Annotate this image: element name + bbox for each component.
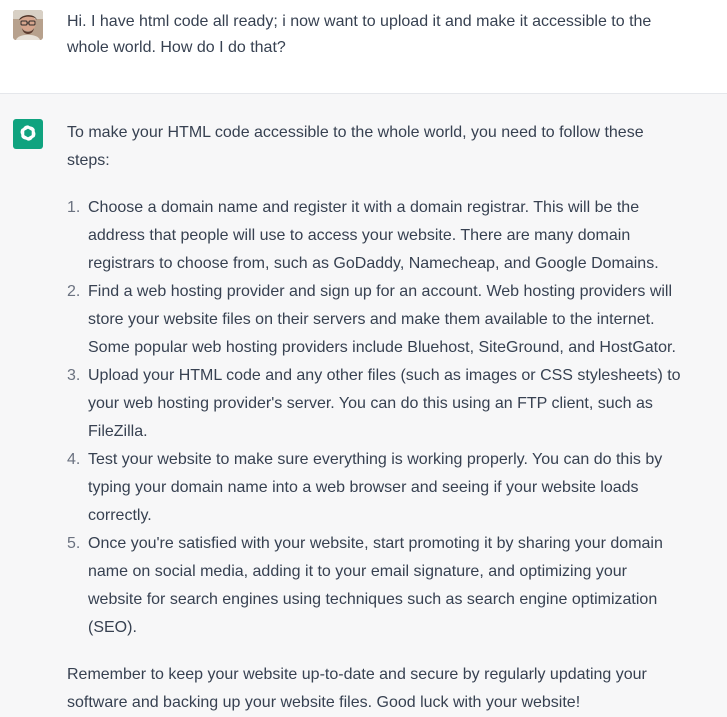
step-text <box>88 362 722 446</box>
step-line: Choose a domain name and register it with a domain registrar. This will be the <box>88 199 640 216</box>
steps-list <box>67 194 722 642</box>
step-line: name on social media, adding it to your email signature, and optimizing your <box>88 563 627 580</box>
assistant-intro-line: To make your HTML code accessible to the whole world, you need to follow these <box>67 124 644 141</box>
step-item <box>67 530 722 642</box>
step-line: your web hosting provider's server. You can do this using an FTP client, such as <box>88 395 653 412</box>
assistant-intro <box>67 119 722 175</box>
step-item <box>67 278 722 362</box>
step-line: correctly. <box>88 507 152 524</box>
user-message-line: Hi. I have html code all ready; i now want to upload it and make it accessible to the <box>67 13 652 30</box>
step-line: Some popular web hosting providers include Bluehost, SiteGround, and HostGator. <box>88 339 676 356</box>
assistant-message-content <box>67 119 722 717</box>
step-line: store your website files on their servers and make them available to the internet. <box>88 311 655 328</box>
step-text <box>88 278 722 362</box>
assistant-intro-line: steps: <box>67 152 110 169</box>
assistant-closing <box>67 661 722 717</box>
step-line: Find a web hosting provider and sign up for an account. Web hosting providers will <box>88 283 673 300</box>
step-text <box>88 530 722 642</box>
step-line: website for search engines using techniques such as search engine optimization <box>88 591 658 608</box>
user-message-turn <box>0 0 727 94</box>
step-number: 4. <box>67 451 81 468</box>
step-text <box>88 194 722 278</box>
step-number: 2. <box>67 283 81 300</box>
step-line: Upload your HTML code and any other files (such as images or CSS stylesheets) to <box>88 367 681 384</box>
step-line: FileZilla. <box>88 423 148 440</box>
step-number: 3. <box>67 367 81 384</box>
user-message-text <box>67 9 707 61</box>
step-line: registrars to choose from, such as GoDaddy, Namecheap, and Google Domains. <box>88 255 659 272</box>
step-item <box>67 446 722 530</box>
step-line: address that people will use to access your website. There are many domain <box>88 227 631 244</box>
step-item <box>67 194 722 278</box>
step-line: Once you're satisfied with your website, start promoting it by sharing your domain <box>88 535 663 552</box>
step-number: 5. <box>67 535 81 552</box>
step-number: 1. <box>67 199 81 216</box>
assistant-closing-line: Remember to keep your website up-to-date and secure by regularly updating your <box>67 666 647 683</box>
step-text <box>88 446 722 530</box>
openai-logo-icon <box>13 119 43 149</box>
user-photo-avatar-icon <box>13 10 43 40</box>
user-message-line: whole world. How do I do that? <box>67 39 286 56</box>
step-line: Test your website to make sure everything is working properly. You can do this by <box>88 451 663 468</box>
assistant-message-turn <box>0 94 727 717</box>
step-line: (SEO). <box>88 619 137 636</box>
assistant-closing-line: software and backing up your website files. Good luck with your website! <box>67 694 581 711</box>
step-line: typing your domain name into a web browser and seeing if your website loads <box>88 479 639 496</box>
step-item <box>67 362 722 446</box>
